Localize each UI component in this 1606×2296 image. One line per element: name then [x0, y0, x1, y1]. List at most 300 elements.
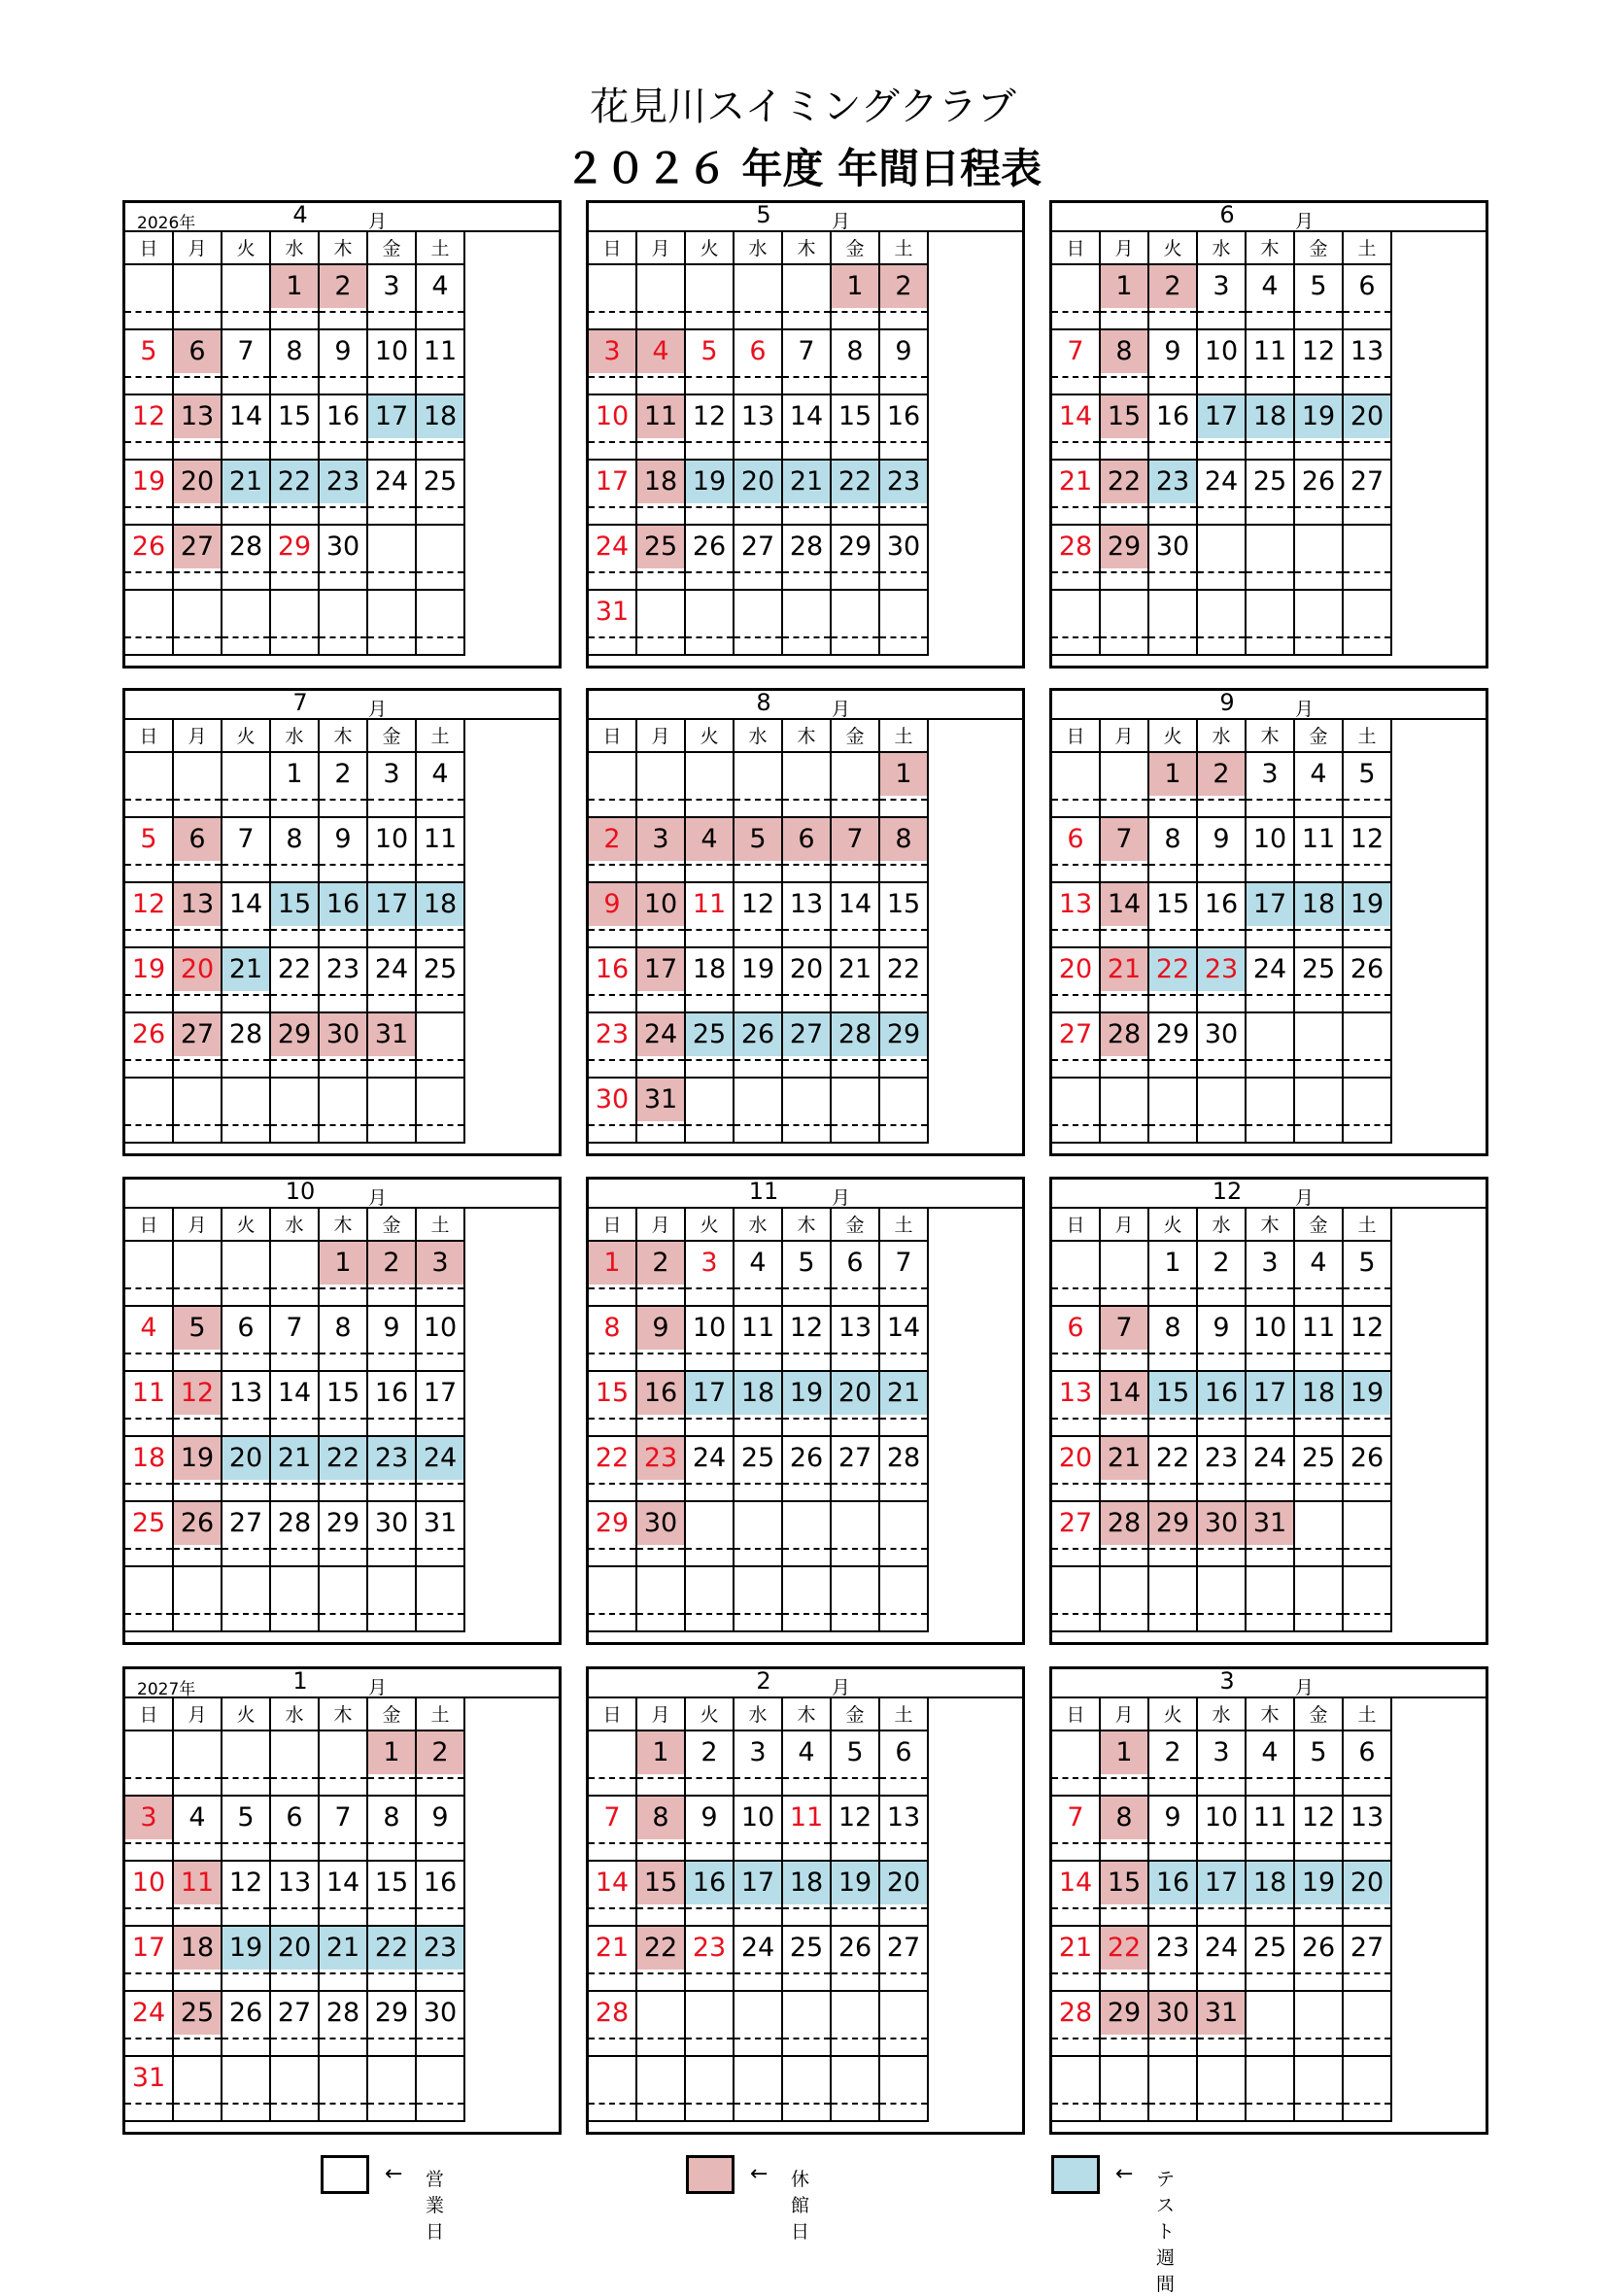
note-line [735, 1548, 781, 1550]
day-cell [417, 948, 465, 1013]
day-cell [1344, 1862, 1392, 1927]
empty-cell [1295, 2057, 1344, 2122]
weekday-header: 火 [222, 720, 271, 753]
note-line [222, 311, 269, 313]
day-number: 14 [1058, 1868, 1093, 1898]
day-number: 3 [1261, 1248, 1279, 1278]
day-number: 17 [595, 466, 630, 497]
note-line [1052, 1907, 1099, 1909]
note-line [783, 1287, 830, 1289]
note-line [125, 1287, 172, 1289]
note-line [125, 1972, 172, 1974]
empty-cell [1198, 1567, 1247, 1632]
day-cell [880, 818, 929, 883]
day-number: 23 [1204, 1443, 1239, 1473]
note-line [271, 994, 318, 996]
note-line [880, 929, 927, 931]
note-line [1247, 864, 1293, 866]
day-cell [1198, 1731, 1247, 1797]
day-number: 19 [222, 1927, 269, 1970]
weekday-header: 月 [1101, 720, 1149, 753]
day-cell [125, 330, 174, 395]
day-number: 20 [222, 1437, 269, 1480]
empty-cell [320, 2057, 368, 2122]
day-cell [368, 1502, 417, 1567]
day-number: 25 [1252, 1933, 1287, 1963]
empty-cell [222, 591, 271, 656]
day-cell [1052, 1927, 1101, 1992]
day-cell [368, 1242, 417, 1307]
note-line [832, 1124, 878, 1126]
note-line [735, 1353, 781, 1354]
note-line [1198, 2103, 1245, 2105]
day-number: 9 [431, 1802, 449, 1833]
empty-cell [783, 1502, 832, 1567]
day-number: 21 [222, 948, 269, 991]
day-cell [222, 1307, 271, 1372]
weekday-header: 水 [271, 1698, 320, 1731]
day-number: 5 [846, 1737, 864, 1767]
note-line [832, 864, 878, 866]
note-line [1295, 799, 1342, 801]
weekday-header: 火 [686, 1209, 735, 1242]
note-line [735, 311, 781, 313]
note-line [417, 506, 463, 508]
day-cell [1198, 265, 1247, 330]
note-line [417, 1124, 463, 1126]
weekday-header: 水 [735, 1698, 783, 1731]
day-number: 7 [1101, 1307, 1147, 1350]
day-number: 27 [228, 1508, 263, 1538]
day-number: 22 [368, 1927, 415, 1970]
note-line [174, 2103, 221, 2105]
day-number: 30 [374, 1508, 409, 1538]
day-number: 15 [277, 401, 312, 431]
day-cell [1149, 753, 1198, 818]
day-number: 23 [637, 1437, 684, 1480]
month-number: 12 [1212, 1178, 1243, 1205]
day-cell [1052, 526, 1101, 591]
note-line [174, 1907, 221, 1909]
note-line [589, 1548, 635, 1550]
day-number: 21 [1058, 466, 1093, 497]
day-number: 17 [131, 1933, 166, 1963]
empty-cell [125, 1079, 174, 1144]
day-number: 13 [277, 1868, 312, 1898]
note-line [222, 994, 269, 996]
weekday-header: 金 [1295, 232, 1344, 265]
day-cell [174, 1992, 222, 2057]
day-cell [222, 1502, 271, 1567]
day-cell [174, 330, 222, 395]
empty-cell [1344, 1502, 1392, 1567]
day-cell [320, 526, 368, 591]
note-line [125, 441, 172, 443]
month-number: 3 [1219, 1667, 1235, 1695]
note-line [880, 571, 927, 573]
day-number: 21 [880, 1372, 927, 1415]
empty-cell [686, 1502, 735, 1567]
day-cell [1149, 1242, 1198, 1307]
weekday-header: 木 [320, 1698, 368, 1731]
note-line [320, 571, 366, 573]
day-cell [783, 461, 832, 526]
note-line [880, 376, 927, 378]
day-cell [1149, 1307, 1198, 1372]
day-cell [1247, 1927, 1295, 1992]
note-line [686, 2103, 733, 2105]
note-line [1149, 441, 1196, 443]
note-line [735, 1059, 781, 1061]
month-4 [122, 200, 562, 668]
empty-cell [271, 1079, 320, 1144]
day-number: 24 [374, 954, 409, 984]
note-line [1149, 1059, 1196, 1061]
day-number: 12 [174, 1372, 221, 1415]
note-line [271, 1418, 318, 1420]
day-cell [1149, 1797, 1198, 1862]
note-line [271, 1613, 318, 1615]
day-number: 6 [237, 1313, 255, 1343]
note-line [125, 2103, 172, 2105]
day-number: 24 [692, 1443, 727, 1473]
empty-cell [125, 591, 174, 656]
note-line [1247, 1842, 1293, 1844]
day-number: 28 [228, 1019, 263, 1049]
note-line [1052, 636, 1099, 638]
note-line [880, 1124, 927, 1126]
note-line [1198, 929, 1245, 931]
day-cell [1149, 1992, 1198, 2057]
day-number: 1 [1149, 753, 1196, 796]
month-header [125, 691, 559, 720]
note-line [1052, 441, 1099, 443]
day-cell [686, 1862, 735, 1927]
day-cell [589, 1013, 637, 1079]
day-number: 14 [228, 889, 263, 919]
day-number: 21 [837, 954, 872, 984]
day-number: 25 [423, 466, 458, 497]
day-number: 15 [837, 401, 872, 431]
day-number: 16 [686, 1862, 733, 1904]
day-number: 28 [1058, 531, 1093, 562]
legend-swatch-open [321, 2155, 369, 2194]
weekday-header: 月 [1101, 1698, 1149, 1731]
day-number: 23 [1149, 461, 1196, 503]
empty-cell [1247, 591, 1295, 656]
month-number: 10 [285, 1178, 316, 1205]
day-cell [1295, 1797, 1344, 1862]
month-unit: 月 [368, 1187, 388, 1209]
day-number: 13 [837, 1313, 872, 1343]
day-cell [1149, 1502, 1198, 1567]
day-cell [1344, 948, 1392, 1013]
month-unit: 月 [1295, 1187, 1315, 1209]
note-line [1198, 571, 1245, 573]
day-number: 18 [735, 1372, 781, 1415]
day-number: 2 [368, 1242, 415, 1285]
note-line [783, 571, 830, 573]
empty-cell [1295, 591, 1344, 656]
note-line [1247, 994, 1293, 996]
note-line [1149, 864, 1196, 866]
note-line [1149, 1483, 1196, 1485]
note-line [1344, 1907, 1390, 1909]
weekday-header: 月 [1101, 232, 1149, 265]
note-line [1295, 441, 1342, 443]
day-cell [1247, 1307, 1295, 1372]
day-cell [1101, 1372, 1149, 1437]
empty-cell [1052, 591, 1101, 656]
note-line [222, 1613, 269, 1615]
day-number: 11 [740, 1313, 775, 1343]
day-number: 7 [237, 824, 255, 854]
day-cell [320, 395, 368, 461]
legend-label: テスト週間 [1156, 2169, 1176, 2295]
day-cell [637, 1013, 686, 1079]
note-line [686, 311, 733, 313]
day-number: 10 [1252, 824, 1287, 854]
page-subtitle: ２０２６ 年度 年間日程表 [564, 145, 1042, 192]
day-cell [1295, 395, 1344, 461]
note-line [589, 2038, 635, 2039]
day-cell [320, 753, 368, 818]
note-line [1052, 1353, 1099, 1354]
note-line [1295, 1777, 1342, 1779]
weekday-header: 金 [1295, 1698, 1344, 1731]
day-cell [1149, 330, 1198, 395]
day-number: 8 [880, 818, 927, 861]
note-line [637, 1907, 684, 1909]
day-cell [1101, 1731, 1149, 1797]
day-cell [832, 526, 880, 591]
day-cell [368, 1372, 417, 1437]
day-cell [589, 948, 637, 1013]
day-number: 19 [832, 1862, 878, 1904]
note-line [271, 1777, 318, 1779]
note-line [417, 799, 463, 801]
month-12 [1049, 1177, 1488, 1645]
day-cell [174, 395, 222, 461]
empty-cell [222, 2057, 271, 2122]
day-number: 20 [789, 954, 824, 984]
note-line [1052, 1777, 1099, 1779]
note-line [1247, 1777, 1293, 1779]
day-number: 3 [1213, 271, 1230, 301]
day-cell [880, 330, 929, 395]
note-line [1101, 441, 1147, 443]
note-line [589, 376, 635, 378]
note-line [637, 376, 684, 378]
day-cell [222, 1862, 271, 1927]
weekday-header: 火 [1149, 720, 1198, 753]
note-line [1344, 311, 1390, 313]
note-line [174, 1124, 221, 1126]
note-line [1198, 1483, 1245, 1485]
day-number: 25 [789, 1933, 824, 1963]
note-line [368, 636, 415, 638]
day-number: 12 [131, 401, 166, 431]
day-number: 29 [1155, 1019, 1190, 1049]
note-line [1052, 1548, 1099, 1550]
note-line [271, 2103, 318, 2105]
day-cell [271, 1992, 320, 2057]
legend-swatch-test [1051, 2155, 1100, 2194]
note-line [222, 1972, 269, 1974]
day-number: 16 [423, 1868, 458, 1898]
weekday-header: 金 [368, 232, 417, 265]
day-number: 2 [700, 1737, 718, 1767]
note-line [832, 311, 878, 313]
day-number: 9 [383, 1313, 400, 1343]
day-number: 10 [595, 401, 630, 431]
note-line [832, 994, 878, 996]
note-line [880, 636, 927, 638]
empty-cell [832, 591, 880, 656]
day-number: 10 [1204, 336, 1239, 366]
day-number: 9 [895, 336, 912, 366]
day-cell [832, 1242, 880, 1307]
day-number: 31 [368, 1013, 415, 1056]
day-number: 22 [1149, 948, 1196, 991]
day-number: 24 [1204, 1933, 1239, 1963]
day-cell [1149, 395, 1198, 461]
day-cell [1101, 1797, 1149, 1862]
day-cell [1344, 265, 1392, 330]
day-cell [637, 395, 686, 461]
day-number: 12 [131, 889, 166, 919]
day-number: 17 [1198, 395, 1245, 438]
day-cell [735, 526, 783, 591]
empty-cell [832, 1992, 880, 2057]
day-number: 3 [383, 759, 400, 789]
day-cell [174, 883, 222, 948]
note-line [320, 1059, 366, 1061]
day-number: 20 [1058, 954, 1093, 984]
day-number: 14 [325, 1868, 360, 1898]
note-line [222, 1842, 269, 1844]
note-line [320, 799, 366, 801]
empty-cell [368, 591, 417, 656]
day-cell [832, 1013, 880, 1079]
weekday-header: 水 [1198, 1698, 1247, 1731]
day-number: 18 [692, 954, 727, 984]
note-line [174, 1418, 221, 1420]
month-header [125, 203, 559, 232]
day-cell [1052, 948, 1101, 1013]
day-cell [589, 1862, 637, 1927]
day-cell [1198, 1927, 1247, 1992]
note-line [783, 311, 830, 313]
day-cell [1344, 1927, 1392, 1992]
day-number: 22 [320, 1437, 366, 1480]
month-unit: 月 [368, 1677, 388, 1698]
day-number: 21 [1101, 948, 1147, 991]
day-number: 9 [334, 336, 352, 366]
day-number: 7 [286, 1313, 303, 1343]
note-line [1149, 1124, 1196, 1126]
day-number: 29 [880, 1013, 927, 1056]
note-line [320, 994, 366, 996]
day-number: 13 [174, 395, 221, 438]
empty-cell [125, 1731, 174, 1797]
month-5 [586, 200, 1025, 668]
day-number: 18 [1295, 883, 1342, 926]
day-cell [125, 1013, 174, 1079]
day-cell [880, 883, 929, 948]
note-line [1198, 1777, 1245, 1779]
day-cell [271, 948, 320, 1013]
note-line [686, 1418, 733, 1420]
note-line [320, 1613, 366, 1615]
day-number: 29 [374, 1998, 409, 2028]
day-cell [271, 1372, 320, 1437]
weekday-header: 水 [271, 232, 320, 265]
note-line [320, 1972, 366, 1974]
day-cell [1101, 818, 1149, 883]
day-cell [686, 883, 735, 948]
note-line [686, 1842, 733, 1844]
day-cell [637, 330, 686, 395]
note-line [1101, 1777, 1147, 1779]
note-line [1295, 1287, 1342, 1289]
empty-cell [1149, 2057, 1198, 2122]
day-number: 23 [325, 954, 360, 984]
day-number: 3 [749, 1737, 767, 1767]
day-cell [368, 1437, 417, 1502]
day-cell [637, 1079, 686, 1144]
empty-cell [1101, 1567, 1149, 1632]
note-line [1344, 1353, 1390, 1354]
empty-cell [1295, 1013, 1344, 1079]
month-number: 7 [292, 689, 308, 716]
day-number: 29 [271, 1013, 318, 1056]
day-number: 1 [368, 1731, 415, 1774]
note-line [1149, 311, 1196, 313]
note-line [174, 441, 221, 443]
day-number: 5 [1310, 271, 1327, 301]
note-line [1247, 636, 1293, 638]
day-cell [1149, 883, 1198, 948]
note-line [783, 1972, 830, 1974]
empty-cell [783, 591, 832, 656]
day-cell [686, 526, 735, 591]
day-number: 19 [740, 954, 775, 984]
note-line [735, 1613, 781, 1615]
day-number: 22 [277, 954, 312, 984]
empty-cell [637, 1567, 686, 1632]
empty-cell [783, 1079, 832, 1144]
day-number: 24 [417, 1437, 463, 1480]
day-cell [1198, 883, 1247, 948]
note-line [637, 311, 684, 313]
weekday-header: 金 [1295, 1209, 1344, 1242]
note-line [417, 571, 463, 573]
note-line [589, 311, 635, 313]
legend [0, 2155, 1606, 2295]
note-line [637, 1548, 684, 1550]
day-number: 20 [832, 1372, 878, 1415]
note-line [174, 1483, 221, 1485]
day-cell [1247, 1372, 1295, 1437]
month-header [589, 1180, 1022, 1209]
empty-cell [222, 753, 271, 818]
day-number: 14 [789, 401, 824, 431]
day-number: 31 [423, 1508, 458, 1538]
note-line [1101, 1287, 1147, 1289]
empty-cell [271, 591, 320, 656]
weekday-header: 土 [1344, 1698, 1392, 1731]
